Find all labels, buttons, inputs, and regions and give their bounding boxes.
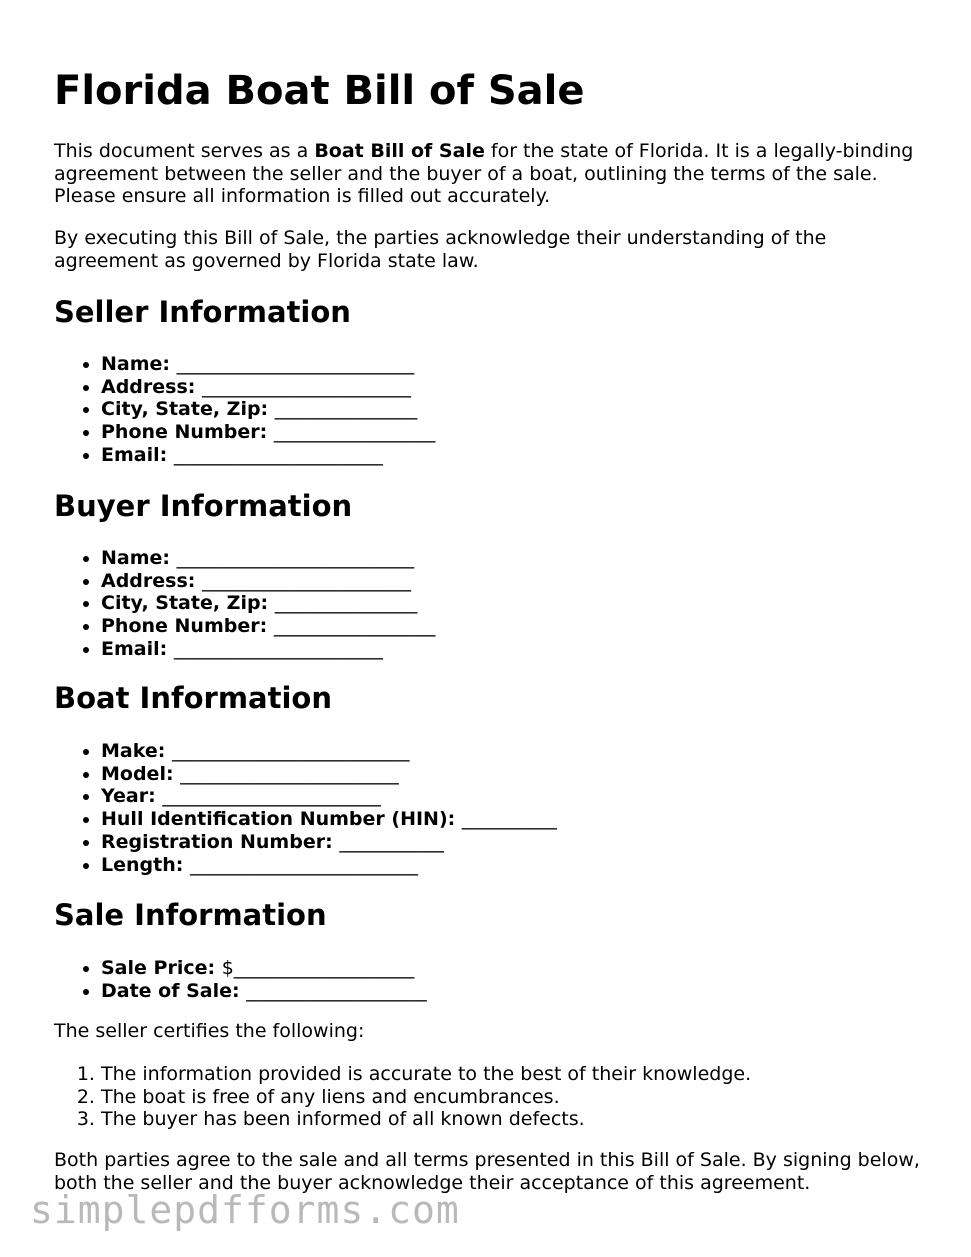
fill-blank[interactable]: _______________	[274, 398, 418, 421]
sale-fields-list	[54, 957, 427, 1002]
boat-length-field: • Length: ________________________	[101, 854, 557, 877]
sale-heading: Sale Information	[54, 898, 327, 932]
fill-blank[interactable]: _______________	[274, 592, 418, 615]
fill-blank[interactable]: ______________________	[173, 637, 383, 660]
fill-blank[interactable]: ______________________	[173, 443, 383, 466]
intro-text-end: for the state of Florida. It is a legally-binding agreement between the seller and the buyer of a boat, outlining the terms of the sale. Please ensure all information is filled out accurately.	[54, 140, 914, 207]
boat-heading: Boat Information	[54, 681, 332, 715]
seller-city-state-zip-field: • City, State, Zip: _______________	[101, 398, 435, 421]
buyer-address-field: • Address: ______________________	[101, 570, 435, 593]
page-title: Florida Boat Bill of Sale	[54, 68, 585, 114]
fill-blank[interactable]: $___________________	[221, 957, 415, 979]
sale-date-field: • Date of Sale: ___________________	[101, 980, 427, 1003]
closing-paragraph: Both parties agree to the sale and all terms presented in this Bill of Sale. By signing below, both the seller and the buyer acknowledge their acceptance of this agreement.	[54, 1149, 920, 1194]
acknowledge-paragraph: By executing this Bill of Sale, the parties acknowledge their understanding of the agreement as governed by Florida state law.	[54, 227, 827, 272]
intro-bold-term: Boat Bill of Sale	[314, 140, 485, 162]
boat-registration-field: • Registration Number: ___________	[101, 831, 557, 854]
fill-blank[interactable]: ___________________	[246, 979, 427, 1002]
certification-item: 3. The buyer has been informed of all known defects.	[101, 1108, 751, 1131]
buyer-fields-list	[54, 547, 435, 661]
fill-blank[interactable]: _________________	[273, 421, 436, 444]
certifications-list	[54, 1063, 751, 1131]
seller-email-field: • Email: ______________________	[101, 444, 435, 467]
fill-blank[interactable]: ______________________	[202, 569, 411, 592]
sale-price-field: • Sale Price: $___________________	[101, 957, 427, 980]
fill-blank[interactable]: ___________	[339, 830, 444, 853]
seller-heading: Seller Information	[54, 295, 351, 329]
certify-intro: The seller certifies the following:	[54, 1020, 365, 1042]
intro-text-start: This document serves as a	[54, 140, 315, 162]
buyer-phone-field: • Phone Number: _________________	[101, 615, 435, 638]
certification-item: 1. The information provided is accurate to the best of their knowledge.	[101, 1063, 751, 1086]
certification-item: 2. The boat is free of any liens and encumbrances.	[101, 1086, 751, 1109]
boat-model-field: • Model: _______________________	[101, 763, 557, 786]
fill-blank[interactable]: ________________________	[189, 853, 418, 876]
buyer-email-field: • Email: ______________________	[101, 638, 435, 661]
fill-blank[interactable]: _________________________	[176, 547, 415, 569]
boat-year-field: • Year: _______________________	[101, 785, 557, 808]
boat-fields-list	[54, 740, 557, 876]
fill-blank[interactable]: _________________	[273, 615, 436, 638]
intro-paragraph	[54, 140, 924, 208]
fill-blank[interactable]: ______________________	[202, 375, 411, 398]
boat-hin-field: • Hull Identification Number (HIN): __________	[101, 808, 557, 831]
fill-blank[interactable]: _________________________	[171, 740, 410, 762]
fill-blank[interactable]: __________	[461, 808, 557, 831]
seller-address-field: • Address: ______________________	[101, 376, 435, 399]
fill-blank[interactable]: _________________________	[176, 353, 415, 375]
seller-phone-field: • Phone Number: _________________	[101, 421, 435, 444]
watermark-logo: simplepdfforms.com	[30, 1188, 460, 1232]
boat-make-field: • Make: _________________________	[101, 740, 557, 763]
seller-name-field: • Name: _________________________	[101, 353, 435, 376]
buyer-name-field: • Name: _________________________	[101, 547, 435, 570]
buyer-heading: Buyer Information	[54, 489, 353, 523]
fill-blank[interactable]: _______________________	[162, 785, 381, 808]
seller-fields-list	[54, 353, 435, 467]
buyer-city-state-zip-field: • City, State, Zip: _______________	[101, 592, 435, 615]
fill-blank[interactable]: _______________________	[180, 762, 399, 785]
